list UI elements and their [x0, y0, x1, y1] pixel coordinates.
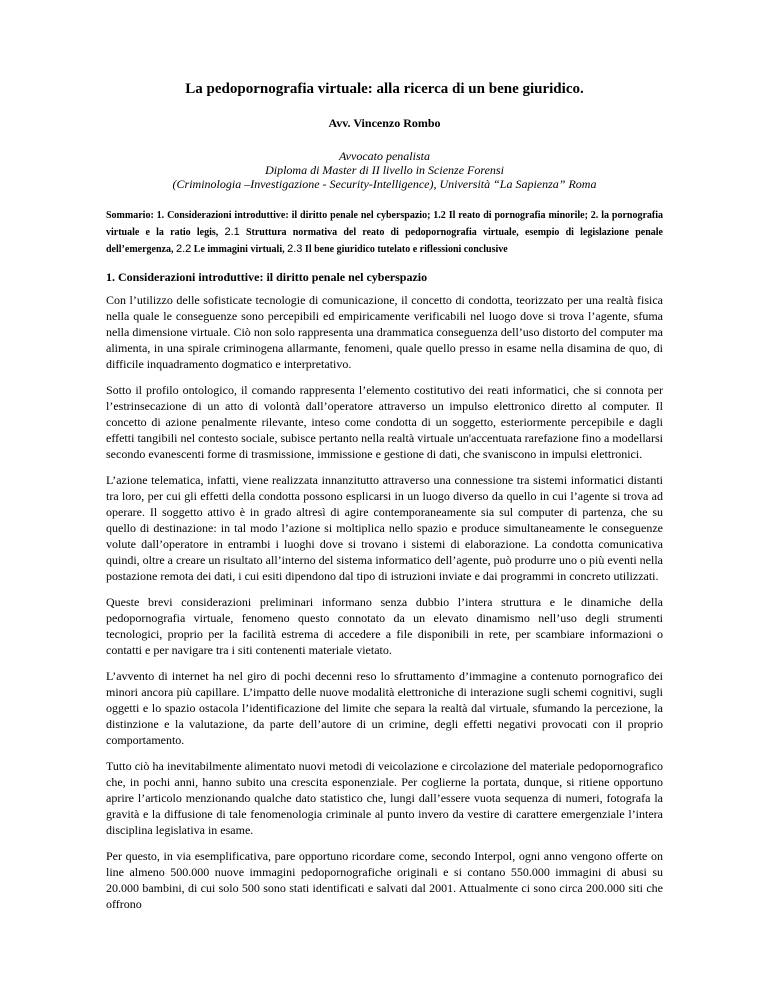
body-paragraph: Tutto ciò ha inevitabilmente alimentato nuovi metodi di veicolazione e circolazione del materiale pedopornografico che, in pochi anni, hanno subito una crescita esponenziale. Per coglierne la portata, dunque, si ritiene opportuno aprire l’articolo menzionando qualche dato statistico che, lungi dall’essere vuota sequenza di numeri, fotografa la gravità e la diffusione di tale fenomenologia criminale al punto invero da vestire di carattere emergenziale l’intera disciplina legislativa in esame. — [106, 759, 663, 837]
body-paragraph: L’azione telematica, infatti, viene realizzata innanzitutto attraverso una connessione tra sistemi informatici distanti tra loro, per cui gli effetti della condotta possono esplicarsi in un luogo diverso da quello in cui l’agente si trova ad operare. Il soggetto attivo è in grado altresì di agire contemporaneamente sia sul computer di partenza, che su quello di destinazione: in tal modo l’azione si moltiplica nello spazio e produce simultaneamente le conseguenze volute dall’operatore in entrambi i luoghi dove si trovano i sistemi di elaborazione. La condotta comunicativa quindi, oltre a creare un risultato all’interno del sistema informatico dell’agente, può produrre uno o più eventi nella postazione remota dei dati, i cui esiti dipendono dal tipo di istruzioni inviate e dai programmi in concreto utilizzati. — [106, 473, 663, 583]
summary-text: Le immagini virtuali, — [191, 244, 288, 255]
body-paragraph: L’avvento di internet ha nel giro di pochi decenni reso lo sfruttamento d’immagine a contenuto pornografico dei minori ancora più capillare. L’impatto delle nuove modalità elettroniche di interazione sugli schemi cognitivi, sugli oggetti e lo spazio ostacola l’identificazione del limite che separa la realtà dal virtuale, sfumando la percezione, la distinzione e la valutazione, da parte dell’autore di un crimine, degli effetti negativi provocati con il proprio comportamento. — [106, 669, 663, 747]
author-affiliation — [106, 149, 663, 191]
summary-section-number: 2.3 — [287, 243, 303, 255]
affiliation-line: (Criminologia –Investigazione - Security-Intelligence), Università “La Sapienza” Roma — [172, 177, 597, 191]
summary-text: Sommario: 1. Considerazioni introduttive: il diritto penale nel cyberspazio; 1.2 Il reato di pornografia minorile; 2. la pornografia virtuale e la ratio legis, — [106, 210, 663, 238]
body-paragraph: Per questo, in via esemplificativa, pare opportuno ricordare come, secondo Interpol, ogni anno vengono offerte on line almeno 500.000 nuove immagini pedopornografiche originali e si contano 550.000 immagini di abusi su 20.000 bambini, di cui solo 500 sono stati identificati e salvati dal 2001. Attualmente ci sono circa 200.000 siti che offrono — [106, 849, 663, 911]
summary-text: Il bene giuridico tutelato e riflessioni conclusive — [302, 244, 508, 255]
body-paragraph: Queste brevi considerazioni preliminari informano senza dubbio l’intera struttura e le dinamiche della pedopornografia virtuale, fenomeno questo connotato da un elevato dinamismo nell’uso degli strumenti tecnologici, proprio per la facilità estrema di accedere a file disponibili in rete, per scambiare informazioni o contatti e per navigare tra i siti contenenti materiale vietato. — [106, 595, 663, 657]
body-paragraph: Sotto il profilo ontologico, il comando rappresenta l’elemento costitutivo dei reati informatici, che si connota per l’estrinsecazione di un atto di volontà dall’operatore attraverso un impulso elettronico diretto al computer. Il concetto di azione penalmente rilevante, inteso come condotta di un soggetto, esteriormente percepibile e dagli effetti tangibili nel contesto sociale, subisce pertanto nella realtà virtuale un'accentuata rarefazione fino a modellarsi secondo evanescenti forme di trasmissione, immissione e gestione di dati, che svaniscono in impulsi elettronici. — [106, 383, 663, 461]
affiliation-line: Diploma di Master di II livello in Scienze Forensi — [265, 163, 504, 177]
summary-section-number: 2.2 — [175, 243, 192, 255]
author-name: Avv. Vincenzo Rombo — [328, 116, 441, 130]
document-title: La pedopornografia virtuale: alla ricerca di un bene giuridico. — [185, 81, 584, 97]
body-paragraph: Con l’utilizzo delle sofisticate tecnologie di comunicazione, il concetto di condotta, teorizzato per una realtà fisica nella quale le conseguenze sono percepibili ed empiricamente verificabili nel luogo dove si trova l’agente, sfuma nella dimensione virtuale. Ciò non solo rappresenta una drammatica conseguenza dell’uso distorto del computer ma alimenta, in una spirale criminogena allarmante, fenomeni, quale quello presso in esame nella disamina de quo, di difficile inquadramento dogmatico e interpretativo. — [106, 293, 663, 371]
summary-section-number: 2.1 — [224, 226, 240, 238]
affiliation-line: Avvocato penalista — [339, 149, 430, 163]
section-heading: 1. Considerazioni introduttive: il diritto penale nel cyberspazio — [106, 270, 428, 284]
summary-paragraph — [106, 207, 663, 258]
summary-text: Struttura normativa del reato di pedopornografia virtuale, esempio di legislazione penale dell’emergenza, — [106, 227, 663, 255]
body-text — [106, 292, 663, 922]
